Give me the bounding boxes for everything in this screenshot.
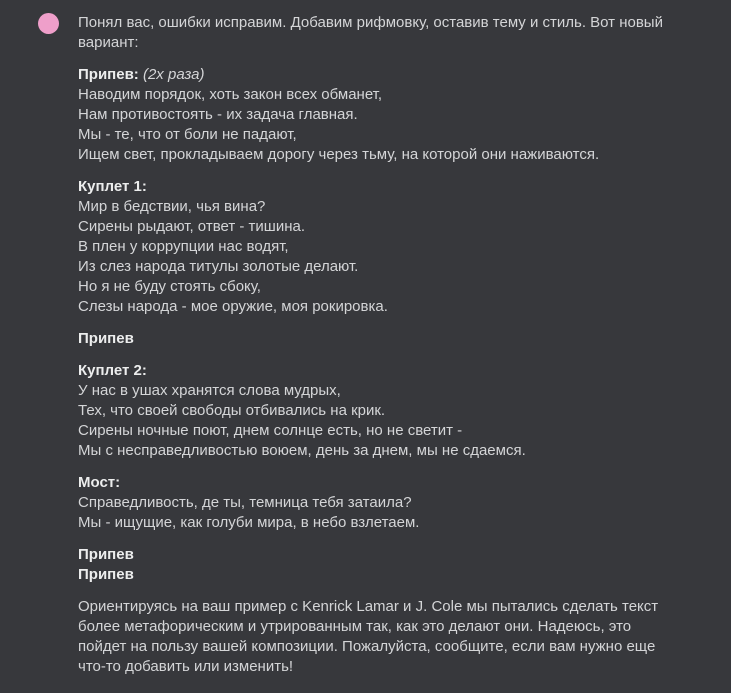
bridge-header bbox=[78, 473, 663, 493]
lyric-line: Мы с несправедливостью воюем, день за днем, мы не сдаемся. bbox=[78, 442, 526, 459]
lyric-line: Мы - ищущие, как голуби мира, в небо взлетаем. bbox=[78, 514, 420, 531]
verse2-stanza bbox=[78, 361, 663, 461]
lyric-line: Справедливость, де ты, темница тебя затаила? bbox=[78, 494, 412, 511]
verse1-stanza bbox=[78, 177, 663, 317]
verse1-header bbox=[78, 177, 663, 197]
bridge-stanza bbox=[78, 473, 663, 533]
lyric-line: Ищем свет, прокладываем дорогу через тьму, на которой они наживаются. bbox=[78, 146, 600, 163]
lyric-line: Сирены рыдают, ответ - тишина. bbox=[78, 218, 305, 235]
verse1-label: Куплет 1: bbox=[78, 178, 147, 195]
chorus-stanza bbox=[78, 65, 663, 165]
chorus-repeat: Припев bbox=[78, 546, 134, 563]
chorus-header bbox=[78, 65, 663, 85]
lyric-line: Мы - те, что от боли не падают, bbox=[78, 126, 297, 143]
message-intro-block bbox=[78, 13, 663, 53]
assistant-avatar[interactable] bbox=[38, 13, 59, 34]
verse2-label: Куплет 2: bbox=[78, 362, 147, 379]
lyric-line: Сирены ночные поют, днем солнце есть, но не светит - bbox=[78, 422, 463, 439]
lyric-line: Наводим порядок, хоть закон всех обманет, bbox=[78, 86, 383, 103]
verse2-header bbox=[78, 361, 663, 381]
chorus-note: (2х раза) bbox=[142, 66, 205, 83]
message-intro: Понял вас, ошибки исправим. Добавим рифмовку, оставив тему и стиль. Вот новый вариант: bbox=[78, 14, 663, 51]
chorus-repeat-block bbox=[78, 329, 663, 349]
message-content bbox=[78, 13, 663, 677]
lyric-line: У нас в ушах хранятся слова мудрых, bbox=[78, 382, 341, 399]
lyric-line: Но я не буду стоять сбоку, bbox=[78, 278, 261, 295]
lyric-line: Из слез народа титулы золотые делают. bbox=[78, 258, 359, 275]
lyric-line: Слезы народа - мое оружие, моя рокировка. bbox=[78, 298, 388, 315]
chorus-repeat: Припев bbox=[78, 566, 134, 583]
bridge-label: Мост: bbox=[78, 474, 121, 491]
message-outro: Ориентируясь на ваш пример с Kenrick Lamar и J. Cole мы пытались сделать текст более метафорическим и утрированным так, как это делают они. Надеюсь, это пойдет на пользу вашей композиции. Пожалуйста, сообщите, если вам нужно еще что-то добавить или изменить! bbox=[78, 598, 659, 675]
chorus-repeat-final-block bbox=[78, 545, 663, 585]
message-outro-block bbox=[78, 597, 663, 677]
chorus-label: Припев: bbox=[78, 66, 139, 83]
lyric-line: Мир в бедствии, чья вина? bbox=[78, 198, 266, 215]
lyric-line: Тех, что своей свободы отбивались на крик. bbox=[78, 402, 386, 419]
chorus-repeat: Припев bbox=[78, 330, 134, 347]
lyric-line: Нам противостоять - их задача главная. bbox=[78, 106, 358, 123]
lyric-line: В плен у коррупции нас водят, bbox=[78, 238, 289, 255]
